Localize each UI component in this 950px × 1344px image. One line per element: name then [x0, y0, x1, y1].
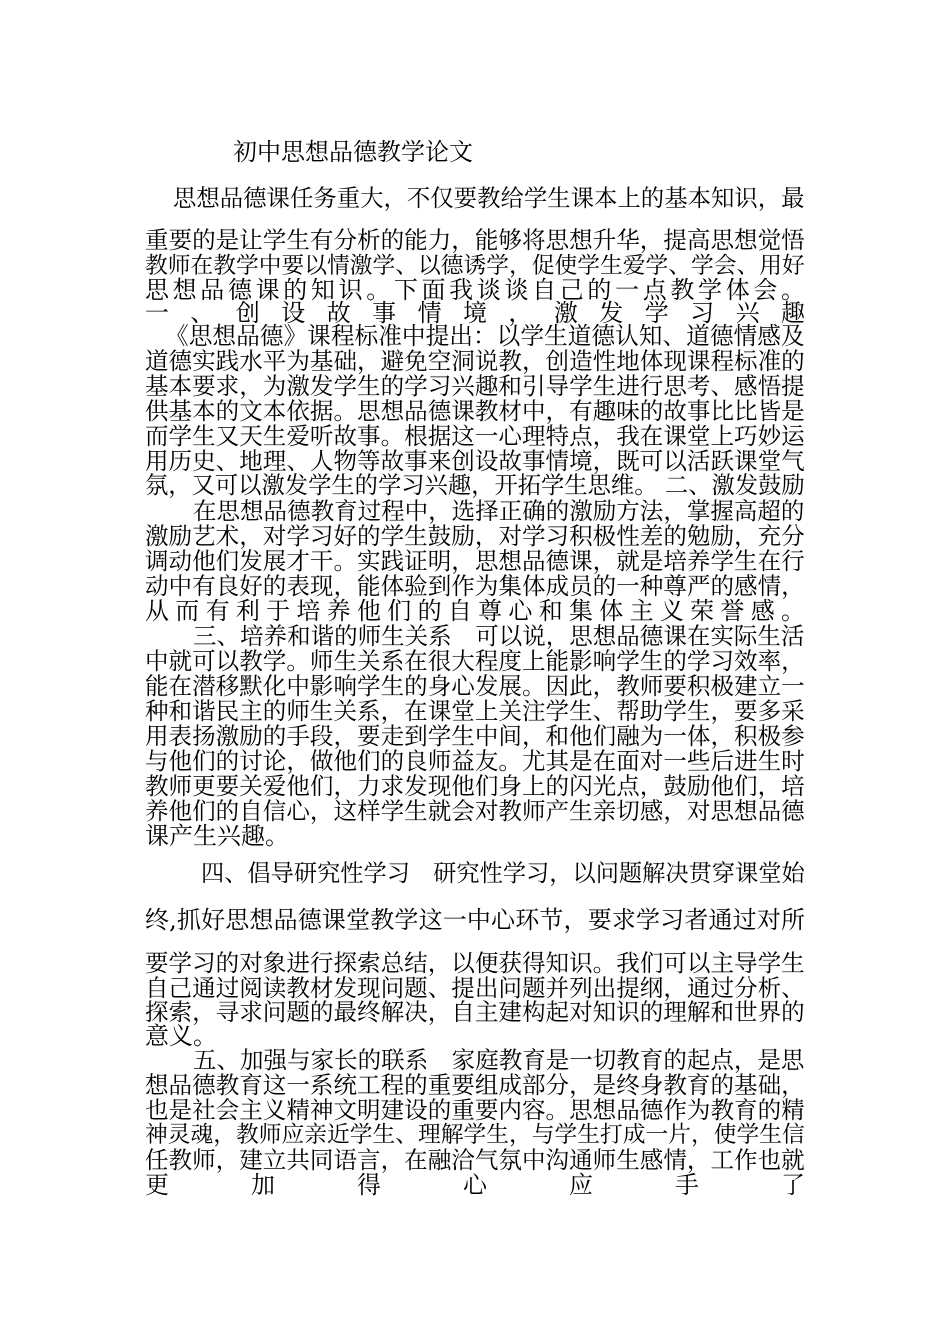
text-line: 动中有良好的表现，能体验到作为集体成员的一种尊严的感情， — [145, 572, 805, 600]
text-line: 《思想品德》课程标准中提出：以学生道德认知、道德情感及 — [165, 322, 805, 350]
text-line: 课产生兴趣。 — [145, 822, 289, 850]
document-title: 初中思想品德教学论文 — [233, 138, 473, 166]
text-line: 而学生又天生爱听故事。根据这一心理特点，我在课堂上巧妙运 — [145, 422, 805, 450]
section-heading: 四、倡导研究性学习 研究性学习，以问题解决贯穿课堂始 — [201, 860, 805, 887]
text-line: 在思想品德教育过程中，选择正确的激励方法，掌握高超的 — [193, 497, 805, 525]
text-line: 用历史、地理、人物等故事来创设故事情境，既可以活跃课堂气 — [145, 447, 805, 475]
text-line: 也是社会主义精神文明建设的重要内容。思想品德作为教育的精 — [145, 1096, 805, 1124]
text-line: 终,抓好思想品德课堂教学这一中心环节，要求学习者通过对所 — [145, 906, 806, 934]
text-line: 自己通过阅读教材发现问题、提出问题并列出提纲，通过分析、 — [145, 974, 805, 1002]
text-line: 要学习的对象进行探索总结，以便获得知识。我们可以主导学生 — [145, 949, 805, 977]
text-line: 供基本的文本依据。思想品德课教材中，有趣味的故事比比皆是 — [145, 397, 805, 425]
text-line: 养他们的自信心，这样学生就会对教师产生亲切感，对思想品德 — [145, 797, 805, 825]
text-line: 道德实践水平为基础，避免空洞说教，创造性地体现课程标准的 — [145, 347, 805, 375]
text-line: 思想品德课任务重大，不仅要教给学生课本上的基本知识，最 — [173, 184, 805, 212]
text-line: 教师在教学中要以情激学、以德诱学，促使学生爱学、学会、用好 — [145, 253, 805, 279]
text-line: 用表扬激励的手段，要走到学生中间，和他们融为一体，积极参 — [145, 722, 805, 750]
text-line: 调动他们发展才干。实践证明，思想品德课，就是培养学生在行 — [145, 547, 805, 575]
text-line: 基本要求，为激发学生的学习兴趣和引导学生进行思考、感悟提 — [145, 372, 805, 400]
text-line: 教师更要关爱他们，力求发现他们身上的闪光点，鼓励他们，培 — [145, 772, 805, 800]
text-line: 想品德教育这一系统工程的重要组成部分，是终身教育的基础， — [145, 1071, 805, 1099]
text-line: 与他们的讨论，做他们的良师益友。尤其是在面对一些后进生时 — [145, 747, 805, 775]
text-line: 重要的是让学生有分析的能力，能够将思想升华，提高思想觉悟 — [145, 226, 805, 254]
text-line: 种和谐民主的师生关系，在课堂上关注学生、帮助学生，要多采 — [145, 697, 805, 725]
text-line: 更加得心应手了 — [145, 1171, 887, 1199]
section-heading: 一、创设故事情境，激发学习兴趣 — [145, 299, 827, 327]
section-heading: 三、培养和谐的师生关系 可以说，思想品德课在实际生活 — [193, 622, 805, 650]
text-line: 思想品德课的知识。下面我谈谈自己的一点教学体会。 — [145, 276, 809, 304]
text-line: 激励艺术，对学习好的学生鼓励，对学习积极性差的勉励，充分 — [145, 522, 805, 550]
section-heading: 五、加强与家长的联系 家庭教育是一切教育的起点，是思 — [193, 1046, 805, 1074]
text-line: 探索，寻求问题的最终解决，自主建构起对知识的理解和世界的 — [145, 998, 805, 1026]
text-line: 氛，又可以激发学生的学习兴趣，开拓学生思维。 二、激发鼓励 — [145, 472, 805, 499]
text-line: 能在潜移默化中影响学生的身心发展。因此，教师要积极建立一 — [145, 672, 805, 700]
text-line: 意义。 — [145, 1022, 217, 1050]
text-line: 中就可以教学。师生关系在很大程度上能影响学生的学习效率， — [145, 647, 805, 675]
text-line: 任教师，建立共同语言，在融洽气氛中沟通师生感情，工作也就 — [145, 1146, 805, 1174]
text-line: 神灵魂，教师应亲近学生、理解学生，与学生打成一片，使学生信 — [145, 1122, 805, 1148]
text-line: 从而有利于培养他们的自尊心和集体主义荣誉感。 — [145, 597, 812, 625]
